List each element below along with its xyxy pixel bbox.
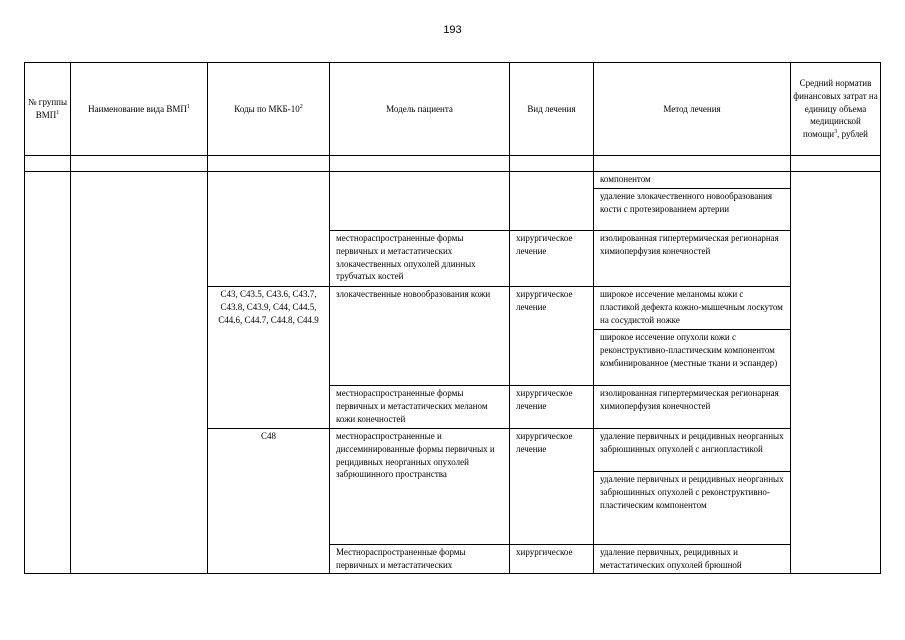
cell-model: местнораспространенные формы первичных и метастатических злокачественных опухолей длинных трубчатых костей (330, 231, 510, 287)
cell-method: широкое иссечение опухоли кожи с реконструктивно-пластическим компонентом комбинированное (местные ткани и эспандер) (594, 330, 791, 386)
header-cost-standard: Средний норматив финансовых затрат на единицу объема медицинской помощи$^3$, рублей (791, 63, 881, 156)
cell-method: компонентом (594, 172, 791, 189)
cell-codes: C48 (208, 429, 330, 574)
table-header-row (25, 63, 881, 156)
cell-vmp-name (71, 172, 208, 574)
cell-method: удаление первичных, рецидивных и метастатических опухолей брюшной (594, 545, 791, 574)
cell-model (330, 172, 510, 231)
header-vmp-name: Наименование вида ВМП$^1$ (71, 63, 208, 156)
header-group-number: № группы ВМП$^1$ (25, 63, 71, 156)
header-icd-codes: Коды по МКБ-$10^2$ (208, 63, 330, 156)
cell-model: местнораспространенные формы первичных и метастатических меланом кожи конечностей (330, 386, 510, 429)
cell-type: хирургическое (510, 545, 594, 574)
cell-method: изолированная гипертермическая регионарная химиоперфузия конечностей (594, 231, 791, 287)
cell-model: Местнораспространенные формы первичных и метастатических (330, 545, 510, 574)
cell-codes (208, 172, 330, 287)
cell-model: местнораспространенные и диссеминированные формы первичных и рецидивных неорганных опухолей забрюшинного пространства (330, 429, 510, 545)
cell-method: удаление злокачественного новообразования кости с протезированием артерии (594, 189, 791, 231)
page-number: 193 (443, 24, 462, 36)
cell-method: широкое иссечение меланомы кожи с пластикой дефекта кожно-мышечным лоскутом на сосудистой ножке (594, 287, 791, 330)
header-treatment-method: Метод лечения (594, 63, 791, 156)
cell-codes: C43, C43.5, C43.6, C43.7, C43.8, C43.9, C44, C44.5, C44.6, C44.7, C44.8, C44.9 (208, 287, 330, 429)
vmp-table (24, 62, 881, 574)
cell-type: хирургическое лечение (510, 287, 594, 386)
header-treatment-type: Вид лечения (510, 63, 594, 156)
table-row (25, 172, 881, 189)
table-spacer-row (25, 156, 881, 172)
cell-method: изолированная гипертермическая регионарная химиоперфузия конечностей (594, 386, 791, 429)
cell-type: хирургическое лечение (510, 386, 594, 429)
cell-type (510, 172, 594, 231)
cell-method: удаление первичных и рецидивных неорганных забрюшинных опухолей с реконструктивно-пластическим компонентом (594, 472, 791, 545)
cell-type: хирургическое лечение (510, 429, 594, 545)
cell-method: удаление первичных и рецидивных неорганных забрюшинных опухолей с ангиопластикой (594, 429, 791, 472)
cell-type: хирургическое лечение (510, 231, 594, 287)
cell-cost (791, 172, 881, 574)
cell-group-number (25, 172, 71, 574)
cell-model: злокачественные новообразования кожи (330, 287, 510, 386)
header-patient-model: Модель пациента (330, 63, 510, 156)
